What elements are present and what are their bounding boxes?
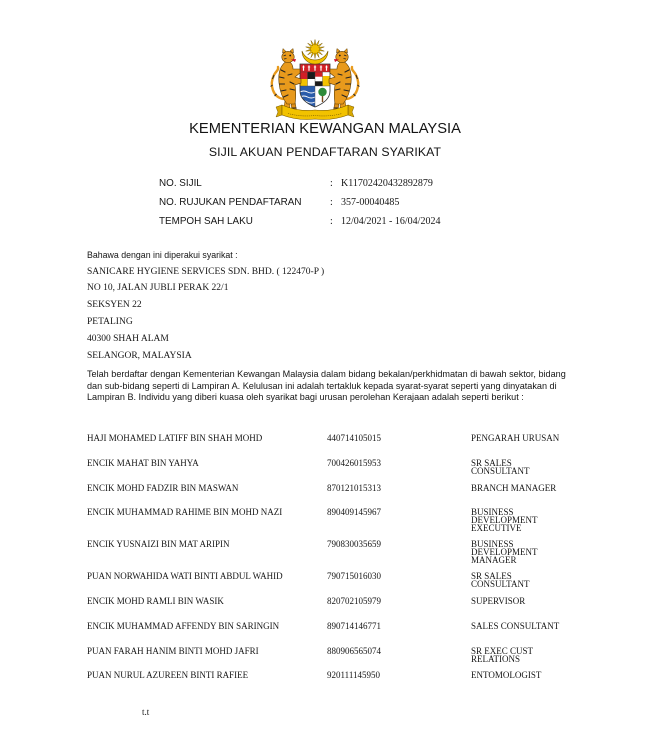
position-line: SR SALES <box>471 571 512 582</box>
crescent-and-star <box>302 40 328 65</box>
ic-number: 790830035659 <box>327 539 381 550</box>
info-label: TEMPOH SAH LAKU <box>159 216 253 227</box>
position-title <box>471 671 567 688</box>
position-line: CONSULTANT <box>471 465 530 476</box>
ministry-heading: KEMENTERIAN KEWANGAN MALAYSIA <box>189 121 461 137</box>
footer-note: t.t <box>142 706 150 717</box>
registration-reference-row <box>159 197 399 209</box>
table-row <box>87 508 567 540</box>
ic-number: 880906565074 <box>327 645 381 656</box>
address-line: PETALING <box>87 317 133 328</box>
address-line: 40300 SHAH ALAM <box>87 334 169 345</box>
position-title <box>471 540 567 564</box>
shield <box>300 64 330 108</box>
statement-line: Telah berdaftar dengan Kementerian Kewangan Malaysia dalam bidang bekalan/perkhidmatan di bawah sektor, bidang <box>87 369 566 380</box>
position-title <box>471 484 567 501</box>
authorized-persons-table <box>87 434 567 696</box>
position-line: DEVELOPMENT <box>471 515 538 526</box>
certificate-title: SIJIL AKUAN PENDAFTARAN SYARIKAT <box>208 144 442 159</box>
ic-number: 920111145950 <box>327 670 380 681</box>
position-line: CONSULTANT <box>471 579 530 590</box>
certificate-number: K11702420432892879 <box>341 178 433 189</box>
address-line: SELANGOR, MALAYSIA <box>87 350 192 361</box>
info-separator: : <box>330 178 333 189</box>
position-line: MANAGER <box>471 555 517 566</box>
ic-number: 820702105979 <box>327 596 381 606</box>
company-address-block <box>87 264 324 365</box>
ic-number: 890714146771 <box>327 620 381 631</box>
position-line: SALES CONSULTANT <box>471 620 560 631</box>
info-separator: : <box>330 216 333 227</box>
tiger-right <box>329 49 359 115</box>
position-title <box>471 572 567 589</box>
address-line: NO 10, JALAN JUBLI PERAK 22/1 <box>87 283 229 294</box>
position-line: SR SALES <box>471 457 512 468</box>
validity-period-row <box>159 216 440 228</box>
person-name: ENCIK MOHD FADZIR BIN MASWAN <box>87 482 239 493</box>
person-name: PUAN NURUL AZUREEN BINTI RAFIEE <box>87 670 249 681</box>
company-name: SANICARE HYGIENE SERVICES SDN. BHD. ( 122470-P ) <box>87 266 325 277</box>
position-line: ENTOMOLOGIST <box>471 670 542 681</box>
position-title <box>471 508 567 532</box>
position-line: DEVELOPMENT <box>471 547 538 558</box>
tiger-left <box>271 49 301 115</box>
table-row <box>87 597 567 622</box>
table-row <box>87 622 567 647</box>
ic-number: 790715016030 <box>327 571 381 582</box>
position-title <box>471 622 567 639</box>
table-row <box>87 484 567 509</box>
table-row <box>87 540 567 572</box>
position-title <box>471 434 567 451</box>
registration-reference: 357-00040485 <box>341 197 400 208</box>
position-line: PENGARAH URUSAN <box>471 433 560 443</box>
position-line: BUSINESS <box>471 539 514 550</box>
ic-number: 440714105015 <box>327 433 381 443</box>
ic-number: 890409145967 <box>327 507 381 518</box>
info-label: NO. RUJUKAN PENDAFTARAN <box>159 197 302 208</box>
info-label: NO. SIJIL <box>159 178 202 189</box>
address-line: SEKSYEN 22 <box>87 300 142 311</box>
table-row <box>87 647 567 672</box>
position-line: SR EXEC CUST <box>471 645 534 656</box>
table-row <box>87 459 567 484</box>
position-title <box>471 459 567 476</box>
position-line: EXECUTIVE <box>471 523 522 534</box>
person-name: ENCIK MOHD RAMLI BIN WASIK <box>87 596 224 606</box>
coat-of-arms-icon <box>266 37 364 121</box>
person-name: PUAN FARAH HANIM BINTI MOHD JAFRI <box>87 645 259 656</box>
person-name: ENCIK YUSNAIZI BIN MAT ARIPIN <box>87 539 230 550</box>
person-name: PUAN NORWAHIDA WATI BINTI ABDUL WAHID <box>87 571 283 582</box>
position-line: RELATIONS <box>471 653 520 664</box>
statement-line: Lampiran B. Individu yang diberi kuasa oleh syarikat bagi urusan perolehan Kerajaan adalah seperti berikut : <box>87 391 524 402</box>
table-row <box>87 572 567 597</box>
person-name: ENCIK MAHAT BIN YAHYA <box>87 457 199 468</box>
table-row <box>87 671 567 696</box>
statement-paragraph <box>87 369 566 403</box>
position-title <box>471 597 567 614</box>
intro-text: Bahawa dengan ini diperakui syarikat : <box>87 250 238 260</box>
position-title <box>471 647 567 664</box>
ic-number: 700426015953 <box>327 457 381 468</box>
table-row <box>87 434 567 459</box>
person-name: HAJI MOHAMED LATIFF BIN SHAH MOHD <box>87 433 263 443</box>
person-name: ENCIK MUHAMMAD RAHIME BIN MOHD NAZI <box>87 507 283 518</box>
validity-period: 12/04/2021 - 16/04/2024 <box>341 216 441 227</box>
position-line: BRANCH MANAGER <box>471 482 557 493</box>
statement-line: dan sub-bidang seperti di Lampiran A. Kelulusan ini adalah tertakluk kepada syarat-syarat seperti yang dinyatakan di <box>87 380 557 391</box>
position-line: SUPERVISOR <box>471 596 526 606</box>
info-separator: : <box>330 197 333 208</box>
ic-number: 870121015313 <box>327 482 381 493</box>
person-name: ENCIK MUHAMMAD AFFENDY BIN SARINGIN <box>87 620 280 631</box>
position-line: BUSINESS <box>471 507 514 518</box>
certificate-number-row <box>159 178 433 190</box>
